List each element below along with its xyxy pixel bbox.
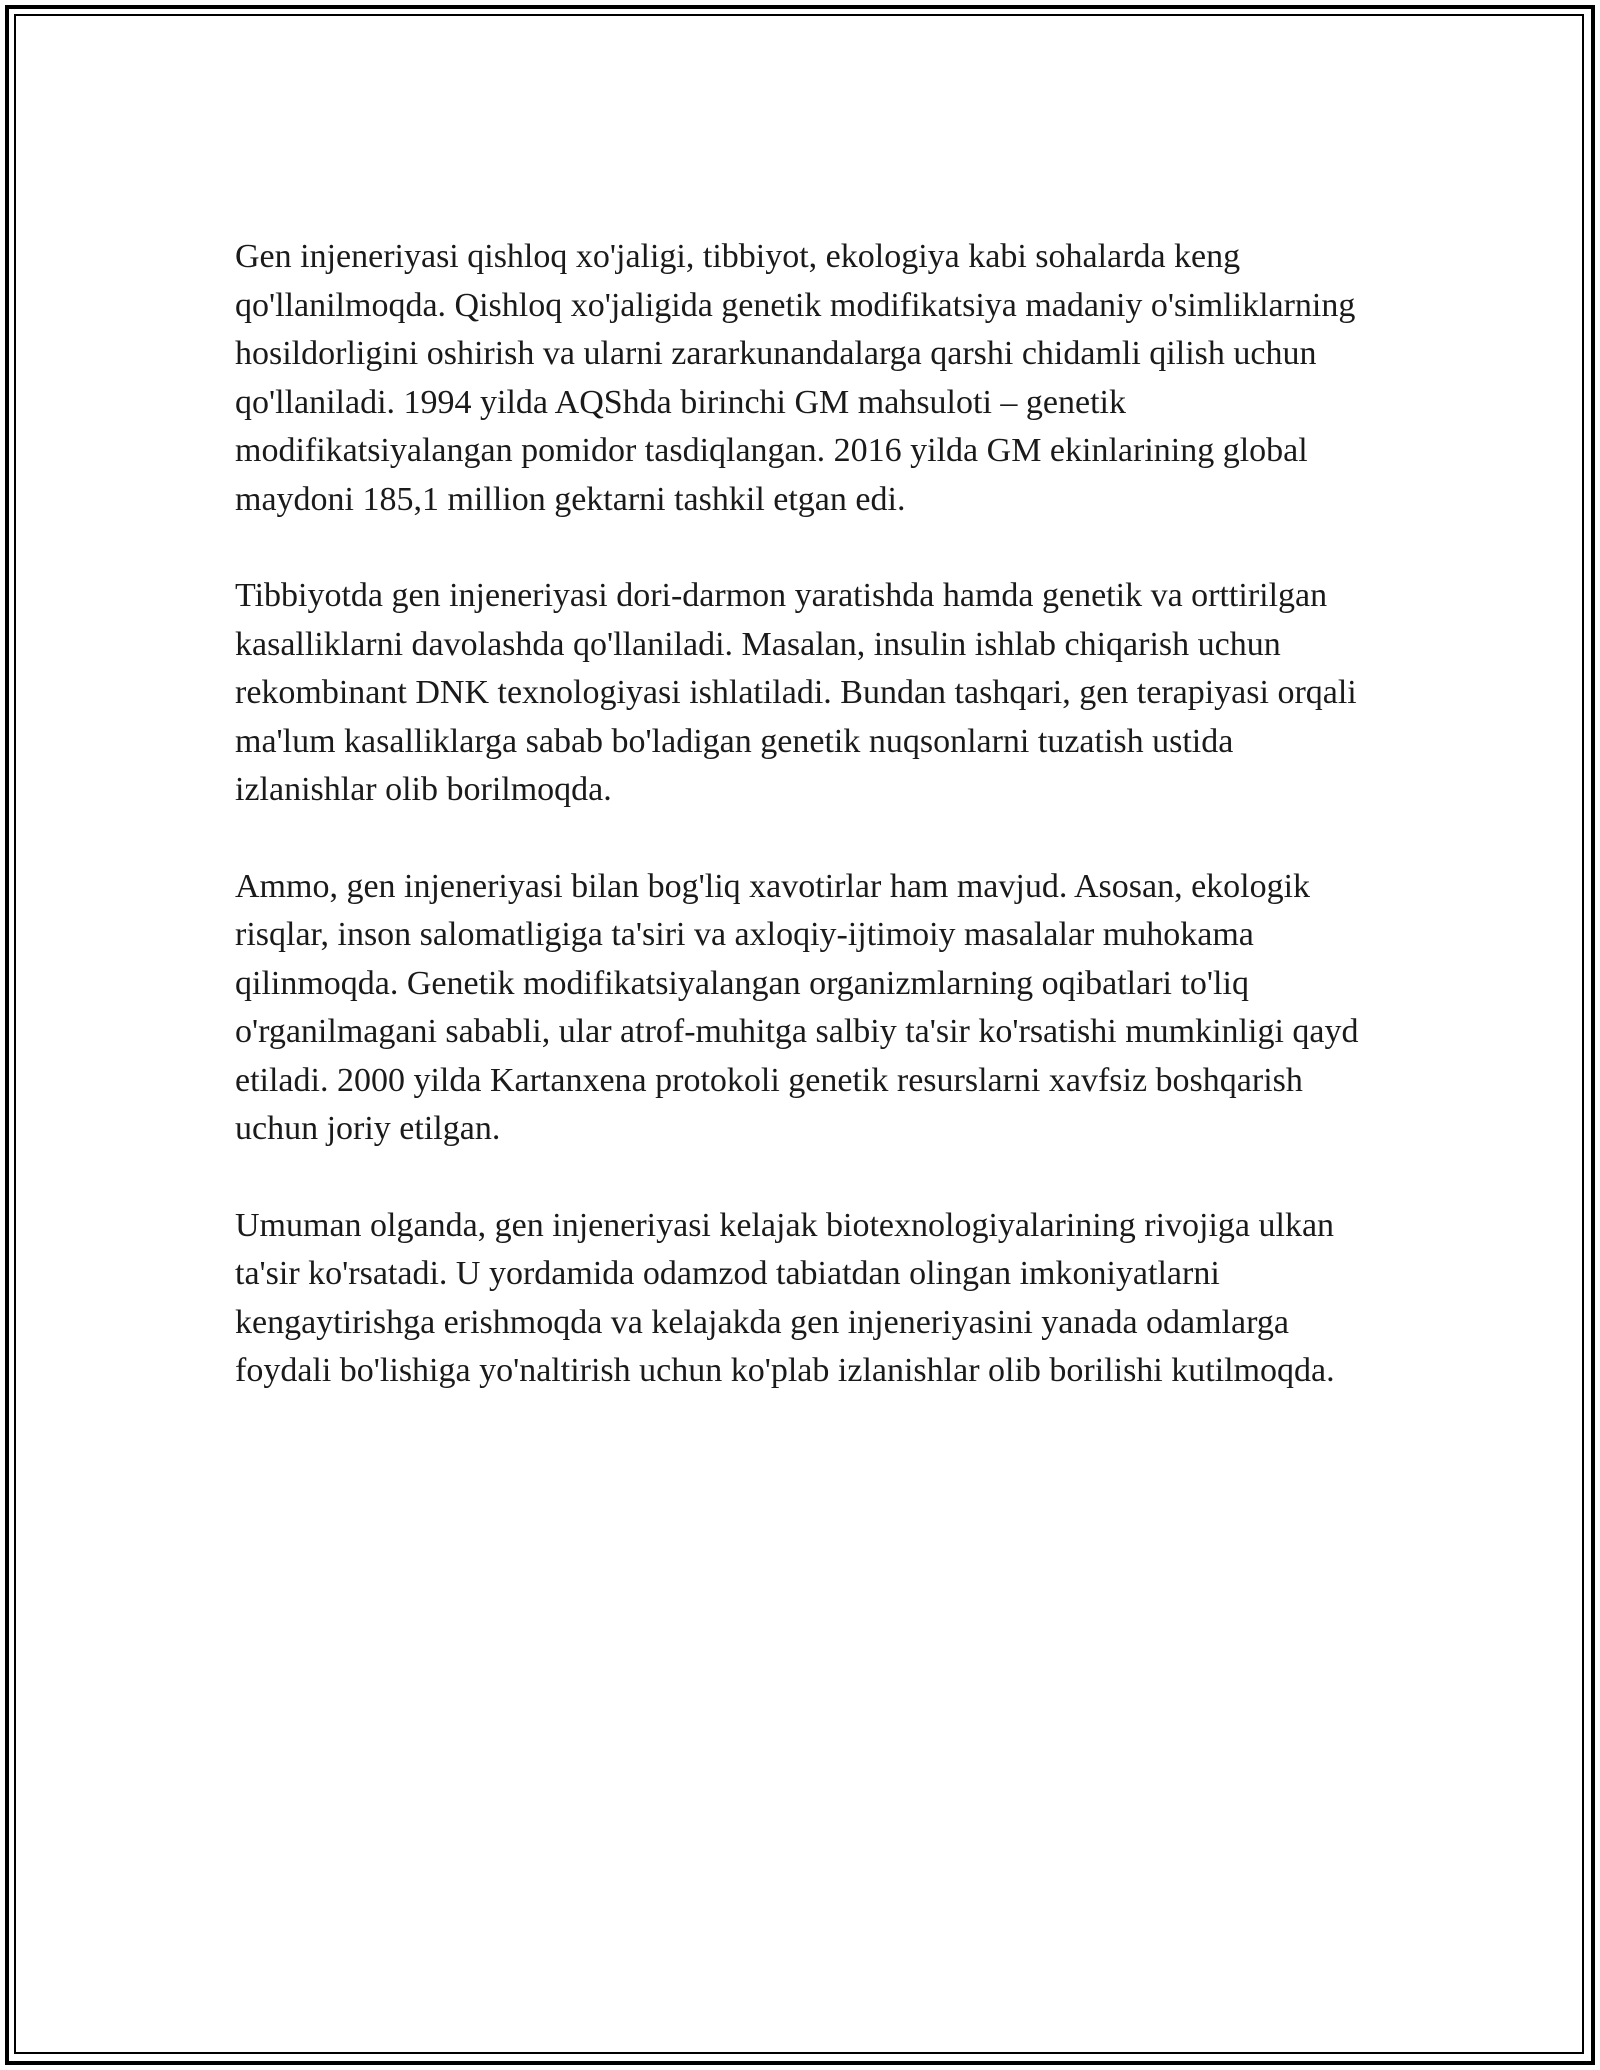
document-body [235, 233, 1365, 1444]
paragraph-1: Gen injeneriyasi qishloq xo'jaligi, tibbiyot, ekologiya kabi sohalarda keng qo'llanilmoqda. Qishloq xo'jaligida genetik modifikatsiya madaniy o'simliklarning hosildorligini oshirish va ularni zararkunandalarga qarshi chidamli qilish uchun qo'llaniladi. 1994 yilda AQShda birinchi GM mahsuloti – genetik modifikatsiyalangan pomidor tasdiqlangan. 2016 yilda GM ekinlarining global maydoni 185,1 million gektarni tashkil etgan edi. [235, 238, 1356, 518]
paragraph-4: Umuman olganda, gen injeneriyasi kelajak biotexnologiyalarining rivojiga ulkan ta'sir ko'rsatadi. U yordamida odamzod tabiatdan olingan imkoniyatlarni kengaytirishga erishmoqda va kelajakda gen injeneriyasini yanada odamlarga foydali bo'lishiga yo'naltirish uchun ko'plab izlanishlar olib borilishi kutilmoqda. [235, 1206, 1335, 1389]
paragraph-2: Tibbiyotda gen injeneriyasi dori-darmon yaratishda hamda genetik va orttirilgan kasalliklarni davolashda qo'llaniladi. Masalan, insulin ishlab chiqarish uchun rekombinant DNK texnologiyasi ishlatiladi. Bundan tashqari, gen terapiyasi orqali ma'lum kasalliklarga sabab bo'ladigan genetik nuqsonlarni tuzatish ustida izlanishlar olib borilmoqda. [235, 577, 1357, 808]
paragraph-3: Ammo, gen injeneriyasi bilan bog'liq xavotirlar ham mavjud. Asosan, ekologik risqlar, inson salomatligiga ta'siri va axloqiy-ijtimoiy masalalar muhokama qilinmoqda. Genetik modifikatsiyalangan organizmlarning oqibatlari to'liq o'rganilmagani sababli, ular atrof-muhitga salbiy ta'sir ko'rsatishi mumkinligi qayd etiladi. 2000 yilda Kartanxena protokoli genetik resurslarni xavfsiz boshqarish uchun joriy etilgan. [235, 867, 1359, 1147]
